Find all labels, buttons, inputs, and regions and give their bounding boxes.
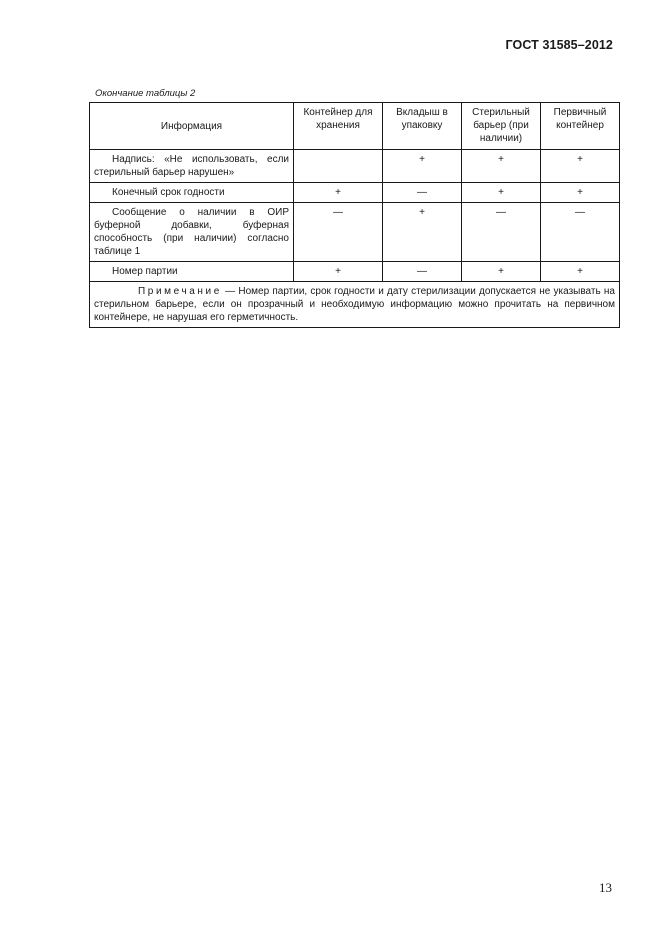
note-label: Примечание <box>138 286 222 297</box>
table-note <box>90 282 620 328</box>
table-caption: Окончание таблицы 2 <box>95 88 196 99</box>
mark-cell: — <box>383 262 462 282</box>
document-standard-number: ГОСТ 31585–2012 <box>505 38 613 52</box>
row-info-cell: Конечный срок годности <box>90 183 294 203</box>
column-header-primary-container: Первичный контейнер <box>541 103 620 150</box>
table-header-row <box>90 103 620 150</box>
mark-cell: + <box>541 183 620 203</box>
column-header-package-insert: Вкладыш в упаковку <box>383 103 462 150</box>
table-row <box>90 262 620 282</box>
column-header-info: Информация <box>90 103 294 150</box>
table-note-row <box>90 282 620 328</box>
mark-cell: + <box>383 203 462 262</box>
mark-cell: + <box>294 262 383 282</box>
table-row <box>90 203 620 262</box>
mark-cell <box>294 150 383 183</box>
mark-cell: + <box>541 150 620 183</box>
row-info-cell: Сообщение о наличии в ОИР буферной добавки, буферная способность (при наличии) согласно таблице 1 <box>90 203 294 262</box>
mark-cell: + <box>462 262 541 282</box>
mark-cell: + <box>462 183 541 203</box>
table-row <box>90 183 620 203</box>
row-info-cell: Надпись: «Не использовать, если стерильный барьер нарушен» <box>90 150 294 183</box>
mark-cell: — <box>383 183 462 203</box>
mark-cell: + <box>294 183 383 203</box>
info-table <box>89 102 620 328</box>
column-header-sterile-barrier: Стерильный барьер (при наличии) <box>462 103 541 150</box>
row-info-cell: Номер партии <box>90 262 294 282</box>
mark-cell: — <box>541 203 620 262</box>
mark-cell: + <box>383 150 462 183</box>
mark-cell: — <box>294 203 383 262</box>
table-row <box>90 150 620 183</box>
mark-cell: + <box>541 262 620 282</box>
page-number: 13 <box>599 880 612 895</box>
mark-cell: + <box>462 150 541 183</box>
column-header-storage-container: Контейнер для хранения <box>294 103 383 150</box>
note-text: — Номер партии, срок годности и дату стерилизации допускается не указывать на стерильном барьере, если он прозрачный и необходимую информацию можно прочитать на первичном контейнере, не нарушая его герметичность. <box>94 286 615 323</box>
mark-cell: — <box>462 203 541 262</box>
